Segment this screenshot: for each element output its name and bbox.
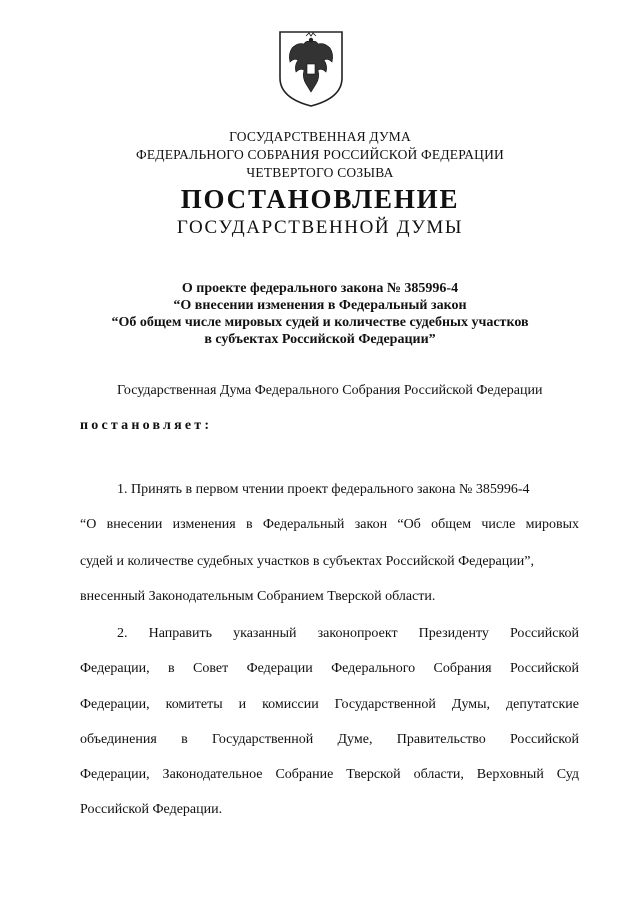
coat-of-arms-emblem-icon bbox=[276, 28, 346, 108]
issuer-header bbox=[0, 128, 640, 182]
subject-line: “Об общем числе мировых судей и количестве судебных участков bbox=[111, 315, 529, 330]
subject-line: О проекте федерального закона № 385996-4 bbox=[181, 281, 459, 296]
subject-line: “О внесении изменения в Федеральный закон bbox=[173, 298, 467, 313]
document-title: ПОСТАНОВЛЕНИЕ bbox=[180, 184, 460, 214]
issuer-header-line: ГОСУДАРСТВЕННАЯ ДУМА bbox=[229, 129, 411, 144]
item2-line: Российской Федерации. bbox=[80, 802, 223, 817]
item2-line: Федерации, Законодательное Собрание Тверской области, Верховный Суд bbox=[80, 767, 579, 782]
document-subject bbox=[0, 280, 640, 348]
item1-line: внесенный Законодательным Собранием Тверской области. bbox=[80, 589, 436, 604]
item1-line: 1. Принять в первом чтении проект федерального закона № 385996-4 bbox=[117, 482, 530, 497]
issuer-header-line: ЧЕТВЕРТОГО СОЗЫВА bbox=[246, 165, 394, 180]
item2-line: объединения в Государственной Думе, Правительство Российской bbox=[80, 732, 579, 747]
intro-paragraph: Государственная Дума Федерального Собрания Российской Федерации bbox=[117, 383, 543, 398]
document-subtitle: ГОСУДАРСТВЕННОЙ ДУМЫ bbox=[176, 217, 464, 238]
item1-line: “О внесении изменения в Федеральный закон “Об общем числе мировых bbox=[80, 517, 579, 532]
item2-line: Федерации, комитеты и комиссии Государственной Думы, депутатские bbox=[80, 697, 579, 712]
issuer-header-line: ФЕДЕРАЛЬНОГО СОБРАНИЯ РОССИЙСКОЙ ФЕДЕРАЦИИ bbox=[136, 147, 504, 162]
item2-line: Федерации, в Совет Федерации Федерального Собрания Российской bbox=[80, 661, 579, 676]
item2-line: 2. Направить указанный законопроект Президенту Российской bbox=[117, 626, 579, 641]
subject-line: в субъектах Российской Федерации” bbox=[204, 332, 436, 347]
item1-line: судей и количестве судебных участков в субъектах Российской Федерации”, bbox=[80, 554, 534, 569]
decides-keyword: постановляет: bbox=[80, 418, 213, 433]
